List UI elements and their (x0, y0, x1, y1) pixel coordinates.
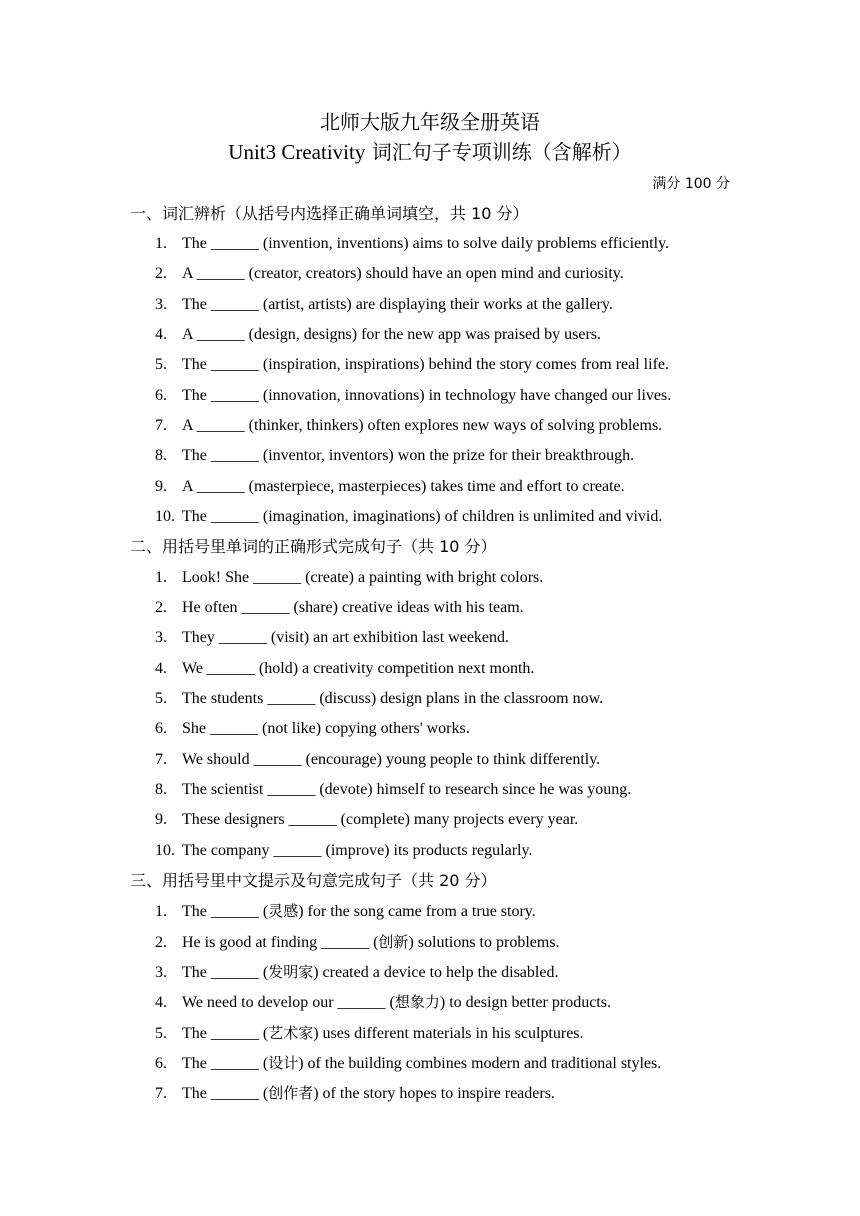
question-number: 6. (155, 720, 167, 737)
question-item (155, 688, 755, 710)
total-score: 满分 100 分 (652, 176, 730, 192)
question-number: 3. (155, 629, 167, 646)
subtitle-unit: Unit3 Creativity (228, 140, 366, 164)
question-item (155, 385, 755, 407)
question-item (155, 567, 755, 589)
question-number: 5. (155, 1025, 167, 1042)
question-text: The company ______ (improve) its products regularly. (182, 842, 533, 859)
question-item (155, 1022, 755, 1045)
question-number: 7. (155, 1085, 167, 1102)
question-text-before: The ______ ( (182, 964, 269, 981)
chinese-hint: 发明家 (268, 963, 314, 981)
question-item (155, 1052, 755, 1075)
question-item (155, 840, 755, 862)
question-item (155, 931, 755, 954)
section-heading-3: 三、用括号里中文提示及句意完成句子（共 20 分） (130, 871, 497, 890)
question-text-after: ) created a device to help the disabled. (313, 964, 559, 981)
question-text: These designers ______ (complete) many projects every year. (182, 811, 579, 828)
question-text-before: The ______ ( (182, 1085, 269, 1102)
question-number: 2. (155, 599, 167, 616)
question-text: She ______ (not like) copying others' works. (182, 720, 470, 737)
chinese-hint: 创作者 (268, 1084, 314, 1102)
question-item (155, 658, 755, 680)
question-number: 4. (155, 326, 167, 343)
question-text: We ______ (hold) a creativity competition next month. (182, 660, 535, 677)
question-text: The ______ (artist, artists) are displaying their works at the gallery. (182, 296, 613, 313)
question-text-after: ) uses different materials in his sculptures. (313, 1025, 584, 1042)
question-text-before: The ______ ( (182, 1055, 269, 1072)
question-number: 6. (155, 387, 167, 404)
chinese-hint: 创新 (378, 933, 409, 951)
question-number: 8. (155, 447, 167, 464)
question-text: The ______ (invention, inventions) aims to solve daily problems efficiently. (182, 235, 670, 252)
document-title: 北师大版九年级全册英语 (320, 110, 540, 134)
question-number: 4. (155, 660, 167, 677)
question-text-before: He is good at finding ______ ( (182, 934, 379, 951)
document-subtitle (0, 138, 860, 166)
question-item (155, 263, 755, 285)
question-number: 8. (155, 781, 167, 798)
question-text-before: We need to develop our ______ ( (182, 994, 395, 1011)
question-text: A ______ (creator, creators) should have an open mind and curiosity. (182, 265, 624, 282)
subtitle-topic: 词汇句子专项训练（含解析） (371, 140, 632, 164)
question-item (155, 324, 755, 346)
question-item (155, 476, 755, 498)
question-text: The ______ (inventor, inventors) won the prize for their breakthrough. (182, 447, 635, 464)
question-text: The ______ (imagination, imaginations) of children is unlimited and vivid. (182, 508, 663, 525)
question-number: 9. (155, 811, 167, 828)
question-item (155, 506, 755, 528)
question-item (155, 415, 755, 437)
question-text: A ______ (thinker, thinkers) often explores new ways of solving problems. (182, 417, 663, 434)
question-number: 7. (155, 417, 167, 434)
question-number: 6. (155, 1055, 167, 1072)
question-text: Look! She ______ (create) a painting with bright colors. (182, 569, 544, 586)
question-item (155, 749, 755, 771)
question-text: A ______ (design, designs) for the new app was praised by users. (182, 326, 602, 343)
question-item (155, 718, 755, 740)
chinese-hint: 灵感 (268, 902, 299, 920)
question-item (155, 779, 755, 801)
question-number: 10. (155, 508, 175, 525)
question-text: The ______ (innovation, innovations) in technology have changed our lives. (182, 387, 672, 404)
question-number: 9. (155, 478, 167, 495)
question-text: The ______ (inspiration, inspirations) behind the story comes from real life. (182, 356, 669, 373)
question-item (155, 961, 755, 984)
question-text-before: The ______ ( (182, 1025, 269, 1042)
question-text: He often ______ (share) creative ideas with his team. (182, 599, 524, 616)
question-number: 5. (155, 356, 167, 373)
chinese-hint: 艺术家 (268, 1024, 314, 1042)
question-item (155, 1082, 755, 1105)
question-number: 1. (155, 569, 167, 586)
question-number: 2. (155, 934, 167, 951)
chinese-hint: 设计 (268, 1054, 299, 1072)
question-number: 1. (155, 903, 167, 920)
question-text-after: ) solutions to problems. (408, 934, 560, 951)
question-text-after: ) of the building combines modern and traditional styles. (298, 1055, 662, 1072)
question-item (155, 294, 755, 316)
question-text: The scientist ______ (devote) himself to research since he was young. (182, 781, 632, 798)
question-item (155, 354, 755, 376)
question-number: 4. (155, 994, 167, 1011)
question-number: 3. (155, 296, 167, 313)
question-number: 3. (155, 964, 167, 981)
question-text-before: The ______ ( (182, 903, 269, 920)
question-item (155, 627, 755, 649)
question-text: A ______ (masterpiece, masterpieces) takes time and effort to create. (182, 478, 625, 495)
question-text: The students ______ (discuss) design plans in the classroom now. (182, 690, 604, 707)
question-item (155, 991, 755, 1014)
question-text: We should ______ (encourage) young people to think differently. (182, 751, 601, 768)
question-number: 10. (155, 842, 175, 859)
question-text: They ______ (visit) an art exhibition last weekend. (182, 629, 510, 646)
question-number: 7. (155, 751, 167, 768)
section-heading-2: 二、用括号里单词的正确形式完成句子（共 10 分） (130, 537, 497, 556)
question-number: 5. (155, 690, 167, 707)
question-number: 2. (155, 265, 167, 282)
question-item (155, 900, 755, 923)
question-text-after: ) for the song came from a true story. (298, 903, 536, 920)
question-text-after: ) to design better products. (439, 994, 611, 1011)
question-item (155, 809, 755, 831)
question-item (155, 597, 755, 619)
question-number: 1. (155, 235, 167, 252)
question-text-after: ) of the story hopes to inspire readers. (313, 1085, 555, 1102)
question-item (155, 233, 755, 255)
section-heading-1: 一、词汇辨析（从括号内选择正确单词填空，共 10 分） (130, 204, 529, 223)
chinese-hint: 想象力 (394, 993, 440, 1011)
question-item (155, 445, 755, 467)
